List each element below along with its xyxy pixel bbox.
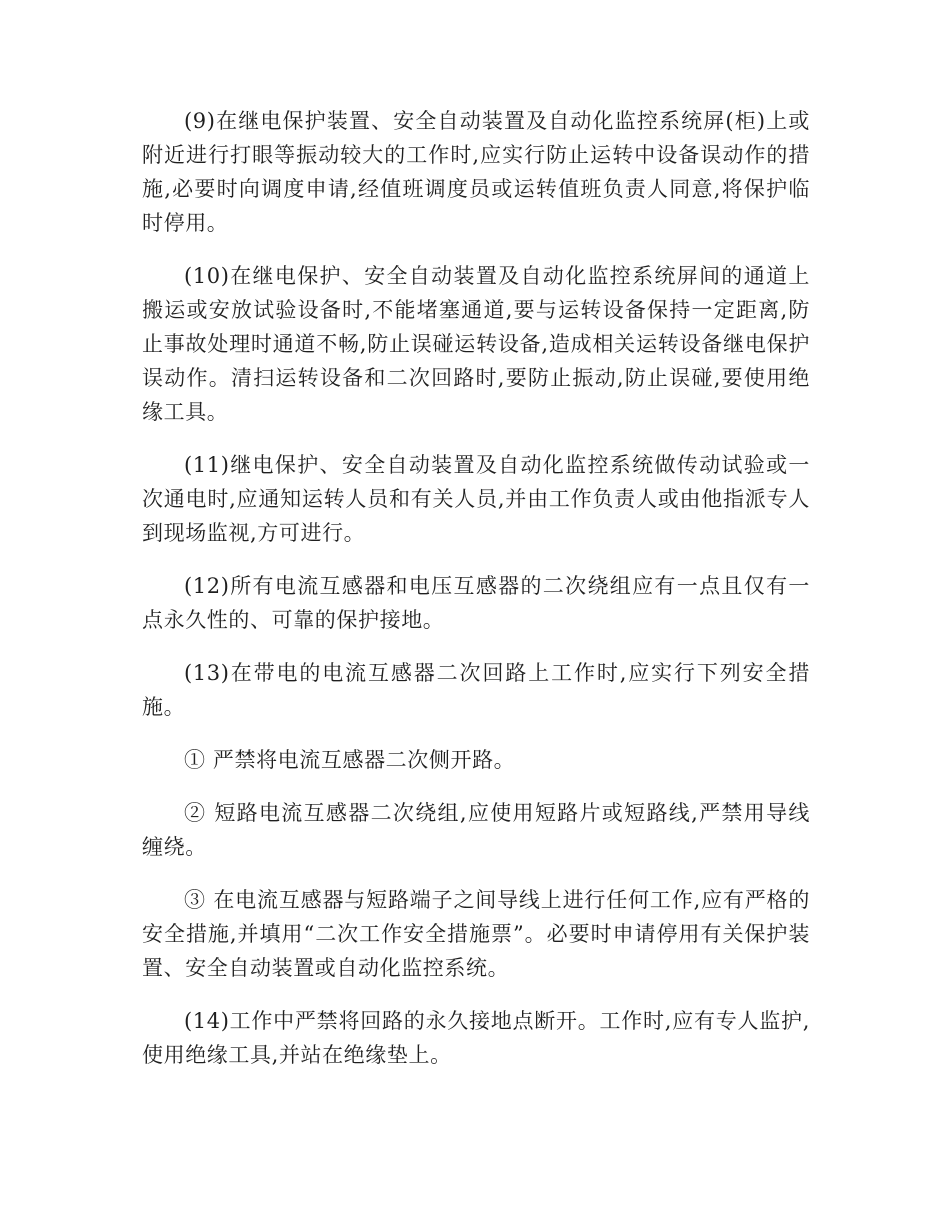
paragraph-13-item-2: ② 短路电流互感器二次绕组,应使用短路片或短路线,严禁用导线缠绕。 xyxy=(142,801,810,859)
paragraph-12: (12)所有电流互感器和电压互感器的二次绕组应有一点且仅有一点永久性的、可靠的保护接地。 xyxy=(142,574,810,632)
document-body xyxy=(142,104,810,1091)
paragraph-13: (13)在带电的电流互感器二次回路上工作时,应实行下列安全措施。 xyxy=(142,661,810,719)
paragraph-11: (11)继电保护、安全自动装置及自动化监控系统做传动试验或一次通电时,应通知运转人员和有关人员,并由工作负责人或由他指派专人到现场监视,方可进行。 xyxy=(142,453,810,545)
paragraph-13-item-1: ① 严禁将电流互感器二次侧开路。 xyxy=(184,748,516,772)
paragraph-10: (10)在继电保护、安全自动装置及自动化监控系统屏间的通道上搬运或安放试验设备时,不能堵塞通道,要与运转设备保持一定距离,防止事故处理时通道不畅,防止误碰运转设备,造成相关运转设备继电保护误动作。清扫运转设备和二次回路时,要防止振动,防止误碰,要使用绝缘工具。 xyxy=(142,264,810,424)
paragraph-14: (14)工作中严禁将回路的永久接地点断开。工作时,应有专人监护,使用绝缘工具,并站在绝缘垫上。 xyxy=(142,1009,810,1067)
paragraph-9: (9)在继电保护装置、安全自动装置及自动化监控系统屏(柜)上或附近进行打眼等振动较大的工作时,应实行防止运转中设备误动作的措施,必要时向调度申请,经值班调度员或运转值班负责人同意,将保护临时停用。 xyxy=(142,109,810,235)
paragraph-13-item-3: ③ 在电流互感器与短路端子之间导线上进行任何工作,应有严格的安全措施,并填用“二次工作安全措施票”。必要时申请停用有关保护装置、安全自动装置或自动化监控系统。 xyxy=(142,888,810,980)
